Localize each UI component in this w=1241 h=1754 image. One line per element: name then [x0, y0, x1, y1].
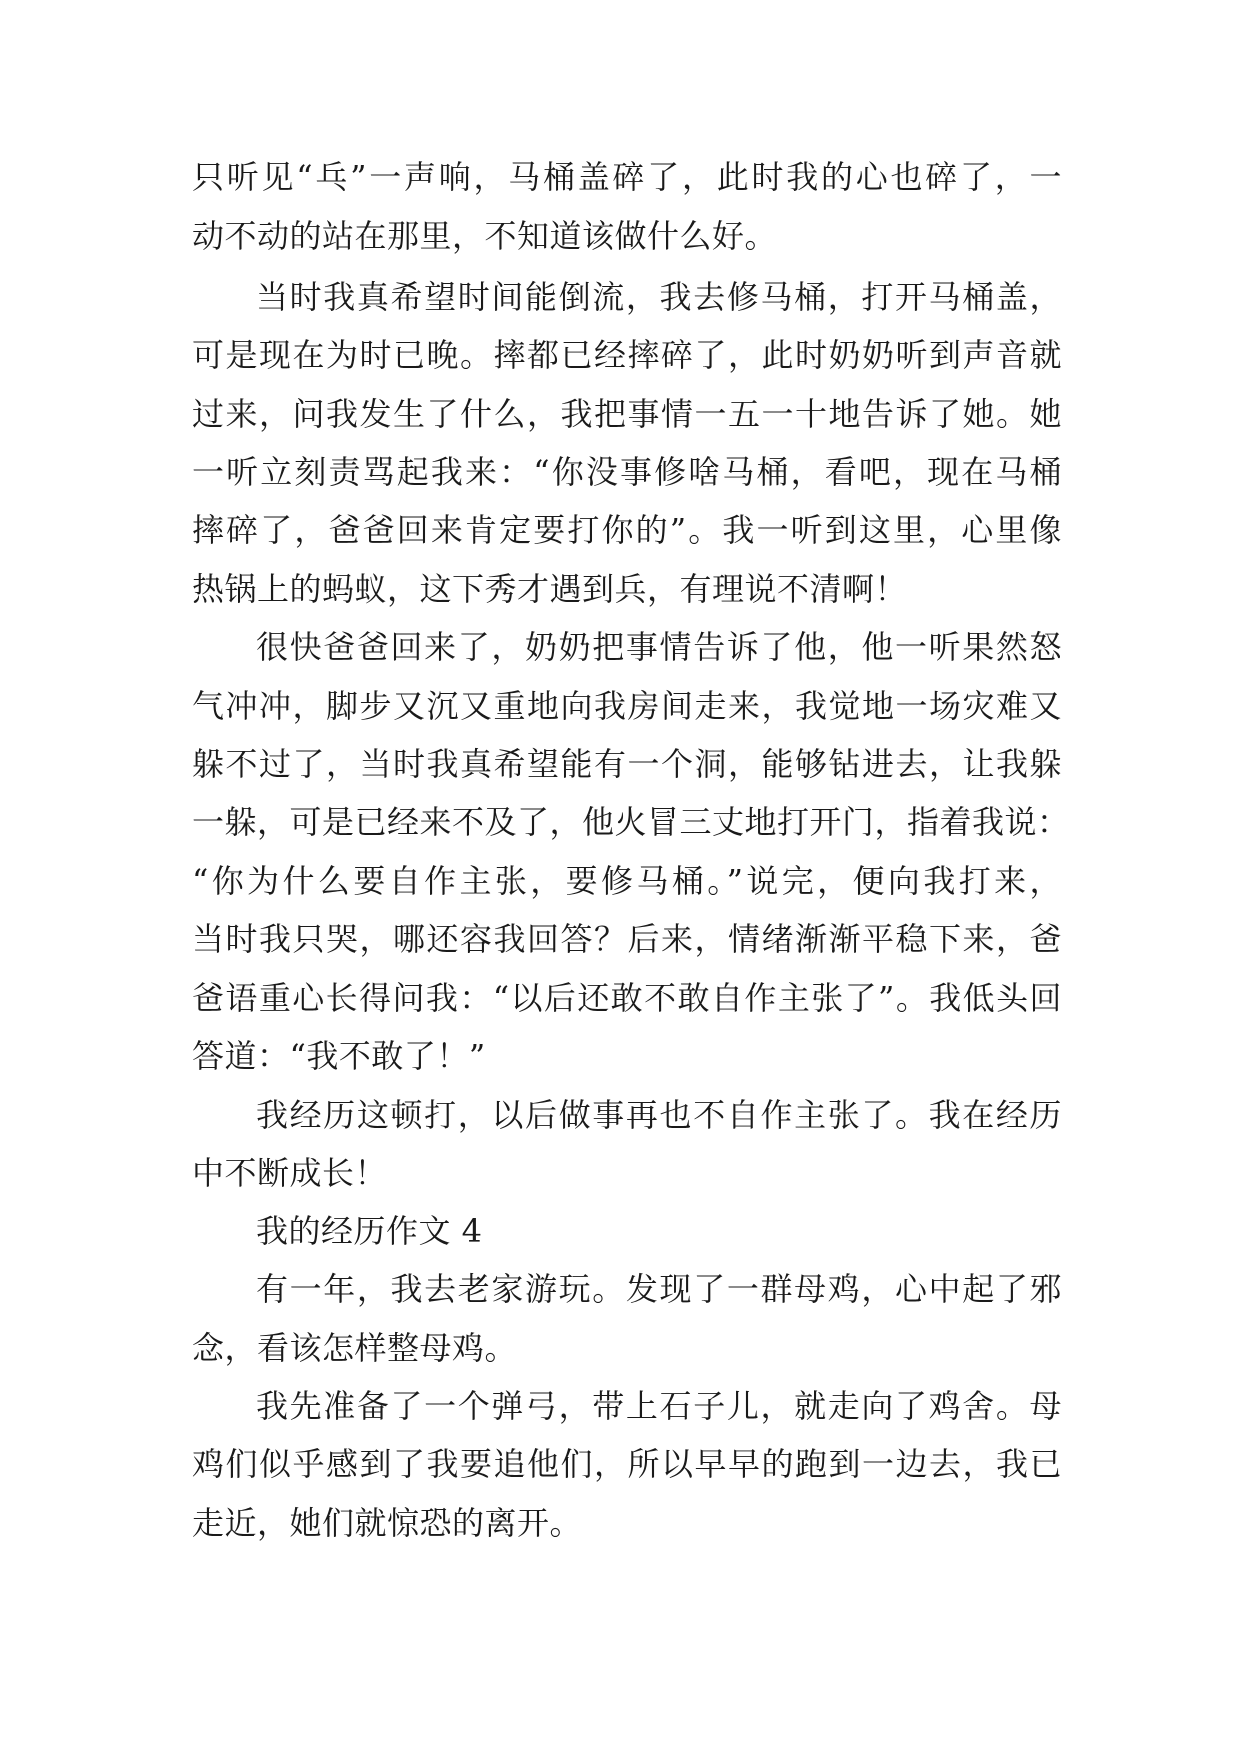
paragraph-first-line: 我先准备了一个弹弓，带上石子儿，就走向了鸡舍。母 — [256, 1387, 1062, 1425]
text-line: 动不动的站在那里，不知道该做什么好。 — [192, 217, 778, 255]
text-line: 中不断成长！ — [192, 1154, 388, 1192]
text-line: 答道：“我不敢了！” — [192, 1037, 486, 1075]
text-line: 念，看该怎样整母鸡。 — [192, 1329, 518, 1367]
text-line: 一躲，可是已经来不及了，他火冒三丈地打开门，指着我说： — [192, 803, 1070, 841]
text-line: 可是现在为时已晚。摔都已经摔碎了，此时奶奶听到声音就 — [192, 336, 1062, 374]
text-line: 爸语重心长得问我：“以后还敢不敢自作主张了”。我低头回 — [192, 979, 1062, 1017]
text-line: “你为什么要自作主张，要修马桶。”说完，便向我打来， — [192, 862, 1062, 900]
text-line: 躲不过了，当时我真希望能有一个洞，能够钻进去，让我躲 — [192, 745, 1062, 783]
text-line: 一听立刻责骂起我来：“你没事修啥马桶，看吧，现在马桶 — [192, 453, 1062, 491]
paragraph-first-line: 有一年，我去老家游玩。发现了一群母鸡，心中起了邪 — [256, 1270, 1062, 1308]
text-line: 只听见“乓”一声响，马桶盖碎了，此时我的心也碎了，一 — [192, 158, 1062, 196]
text-line: 气冲冲，脚步又沉又重地向我房间走来，我觉地一场灾难又 — [192, 687, 1062, 725]
text-line: 摔碎了，爸爸回来肯定要打你的”。我一听到这里，心里像 — [192, 511, 1062, 549]
paragraph-first-line: 很快爸爸回来了，奶奶把事情告诉了他，他一听果然怒 — [256, 628, 1062, 666]
paragraph-first-line: 当时我真希望时间能倒流，我去修马桶，打开马桶盖， — [256, 278, 1062, 316]
section-heading: 我的经历作文 4 — [256, 1212, 483, 1250]
paragraph-first-line: 我经历这顿打，以后做事再也不自作主张了。我在经历 — [256, 1096, 1062, 1134]
text-line: 过来，问我发生了什么，我把事情一五一十地告诉了她。她 — [192, 395, 1062, 433]
text-line: 走近，她们就惊恐的离开。 — [192, 1504, 583, 1542]
text-line: 鸡们似乎感到了我要追他们，所以早早的跑到一边去，我已 — [192, 1445, 1062, 1483]
text-line: 当时我只哭，哪还容我回答？后来，情绪渐渐平稳下来，爸 — [192, 920, 1062, 958]
text-line: 热锅上的蚂蚁，这下秀才遇到兵，有理说不清啊！ — [192, 570, 908, 608]
